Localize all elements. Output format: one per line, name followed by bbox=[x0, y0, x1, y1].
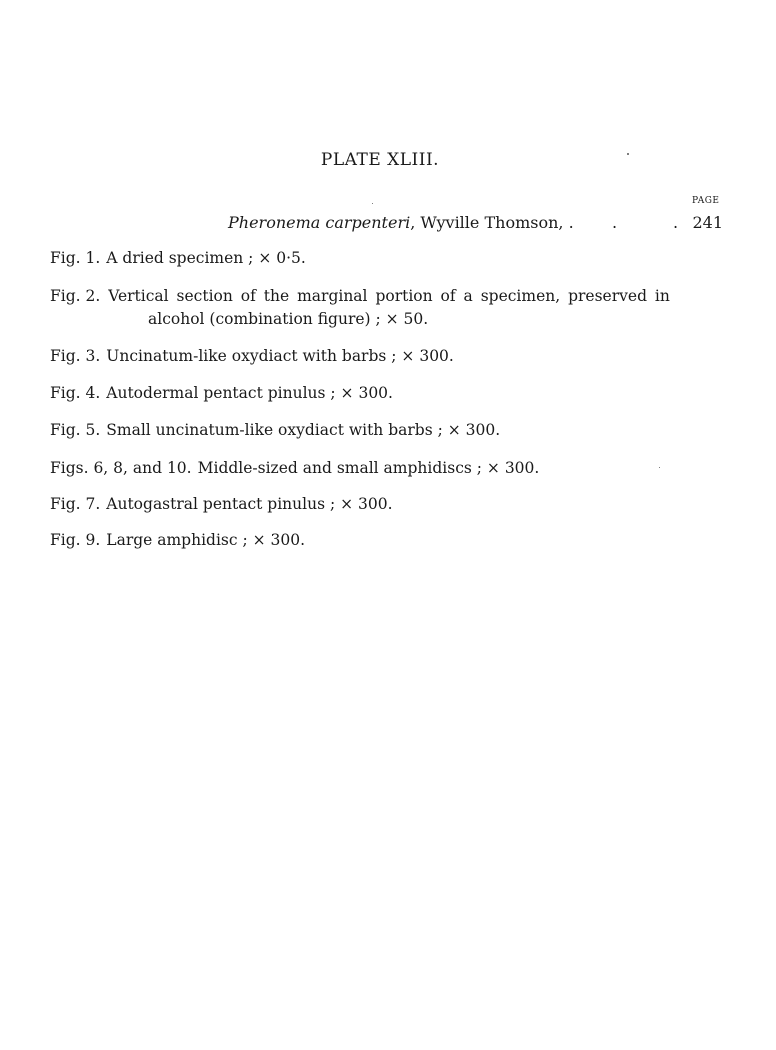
figure-text: Large amphidisc ; × 300. bbox=[106, 531, 306, 549]
leader-dot: . bbox=[612, 213, 618, 232]
scan-speck bbox=[659, 467, 660, 468]
figure-label: Fig. 1. bbox=[50, 249, 101, 267]
caption-word: the bbox=[263, 287, 290, 305]
species-name: Pheronema carpenteri bbox=[228, 213, 411, 232]
page-column-header: PAGE bbox=[692, 196, 720, 206]
caption-word: marginal bbox=[297, 287, 368, 305]
figure-text: A dried specimen ; × 0·5. bbox=[106, 249, 306, 267]
caption-word: in bbox=[654, 287, 670, 305]
caption-word: of bbox=[440, 287, 456, 305]
scan-speck bbox=[627, 153, 629, 155]
figure-label: Figs. 6, 8, and 10. bbox=[50, 459, 192, 477]
figure-caption-4 bbox=[50, 384, 393, 402]
figure-caption-1 bbox=[50, 249, 306, 267]
figure-text: Uncinatum-like oxydiact with barbs ; × 300. bbox=[106, 347, 454, 365]
plate-title: PLATE XLIII. bbox=[320, 150, 440, 170]
figure-text: Autodermal pentact pinulus ; × 300. bbox=[106, 384, 393, 402]
caption-word: portion bbox=[375, 287, 433, 305]
caption-word: Vertical bbox=[108, 287, 169, 305]
figure-label: Fig. 9. bbox=[50, 531, 101, 549]
figure-label: Fig. 7. bbox=[50, 495, 101, 513]
figure-caption-5 bbox=[50, 421, 500, 439]
figure-text: Autogastral pentact pinulus ; × 300. bbox=[106, 495, 393, 513]
figure-text: Middle-sized and small amphidiscs ; × 300. bbox=[197, 459, 540, 477]
figure-caption-3 bbox=[50, 347, 454, 365]
figure-caption-7 bbox=[50, 495, 393, 513]
figure-label: Fig. 2. bbox=[50, 287, 101, 305]
leader-dot: . bbox=[673, 213, 679, 232]
caption-word: specimen, bbox=[480, 287, 561, 305]
caption-word: preserved bbox=[568, 287, 647, 305]
caption-word: of bbox=[240, 287, 256, 305]
scan-speck bbox=[372, 203, 373, 204]
figure-label: Fig. 3. bbox=[50, 347, 101, 365]
caption-word: a bbox=[463, 287, 473, 305]
species-author: , Wyville Thomson, . bbox=[410, 213, 574, 232]
figure-caption-2-continuation: alcohol (combination figure) ; × 50. bbox=[148, 310, 429, 328]
figure-caption-2 bbox=[50, 287, 670, 305]
figure-caption-8 bbox=[50, 531, 305, 549]
figure-label: Fig. 4. bbox=[50, 384, 101, 402]
species-entry bbox=[228, 213, 723, 232]
figure-caption-6 bbox=[50, 459, 539, 477]
figure-text: Small uncinatum-like oxydiact with barbs ; × 300. bbox=[106, 421, 501, 439]
caption-word: section bbox=[176, 287, 233, 305]
figure-label: Fig. 5. bbox=[50, 421, 101, 439]
species-page-number: 241 bbox=[692, 213, 723, 232]
